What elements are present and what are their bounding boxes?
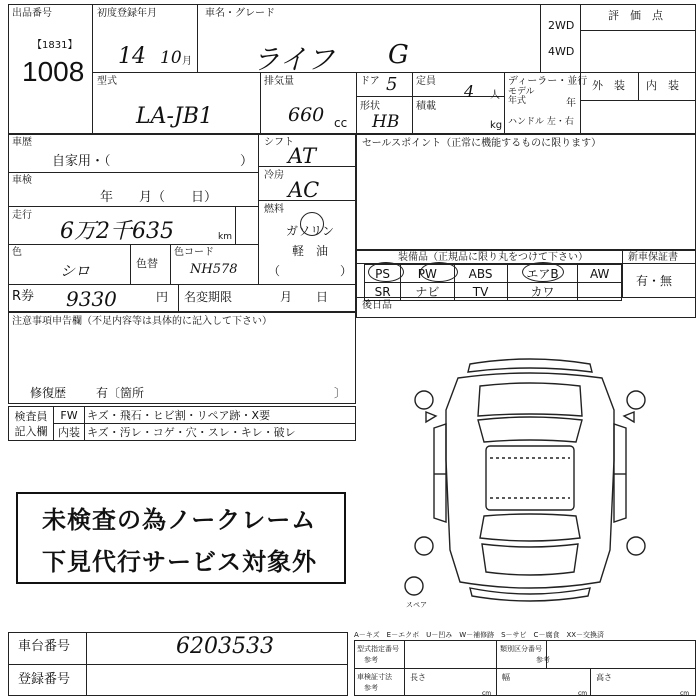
- inspector-int: 内装: [54, 424, 85, 441]
- car-name: ライフ: [252, 43, 335, 76]
- load-unit: kg: [490, 120, 503, 131]
- capacity-label: 定員: [416, 76, 436, 87]
- spare-label: スペア: [406, 601, 427, 609]
- mileage-label: 走行: [12, 210, 32, 221]
- first-reg-year: 14: [118, 44, 146, 69]
- equip-tv: TV: [454, 283, 507, 301]
- capacity-unit: 人: [490, 90, 500, 101]
- equip-aw: AW: [578, 265, 622, 283]
- model-value: LA-JB1: [136, 104, 213, 129]
- reference-label-3: 参考: [364, 684, 378, 692]
- category-label: 類別区分番号: [500, 645, 542, 653]
- after-items-block: [356, 298, 696, 318]
- equip-leather: カワ: [507, 283, 578, 301]
- inspector-label1: 検査員: [14, 409, 48, 423]
- title-change-label: 名変期限: [184, 290, 233, 304]
- length-label: 車検証寸法: [357, 673, 392, 681]
- equip-ps: PS: [365, 265, 401, 283]
- sales-point-block: [356, 134, 696, 250]
- model-designation-label: 型式指定番号: [357, 645, 399, 653]
- recycle-label: R券: [12, 289, 35, 304]
- color-change-label: 色替: [136, 257, 158, 270]
- lot-small: 【1831】: [32, 40, 78, 51]
- cm-unit-2: cm: [578, 690, 588, 697]
- ac-label: 冷房: [264, 170, 284, 181]
- equip-pw: PW: [401, 265, 454, 283]
- inspector-int-items: キズ・汚レ・コゲ・穴・スレ・キレ・破レ: [85, 424, 356, 441]
- equip-navi: ナビ: [401, 283, 454, 301]
- circle-airbag: [522, 262, 564, 282]
- fuel-gasoline-circle: [300, 212, 324, 236]
- fuel-paren: （ ）: [268, 264, 353, 278]
- month-unit: 月: [182, 56, 192, 67]
- score-label: 評 価 点: [608, 9, 663, 22]
- circle-pw: [420, 262, 458, 282]
- cm-unit-1: cm: [482, 690, 492, 697]
- recycle-value: 9330: [66, 287, 117, 311]
- car-name-label: 車名・グレード: [205, 8, 275, 19]
- grade: G: [388, 40, 409, 70]
- fuel-gasoline: ガソリン: [286, 224, 335, 238]
- height-value: 高さ: [596, 673, 612, 682]
- shift-value: AT: [288, 144, 317, 168]
- shape-value: HB: [372, 112, 400, 132]
- first-reg-label: 初度登録年月: [97, 8, 157, 19]
- warranty-value: 有・無: [636, 274, 673, 288]
- first-reg-month: 10: [160, 48, 182, 68]
- width-value: 幅: [502, 673, 510, 682]
- drive-2wd: 2WD: [548, 19, 575, 32]
- cc-unit: cc: [334, 116, 348, 130]
- notice-line1: 未検査の為ノークレーム: [42, 506, 317, 534]
- inspection-label: 車検: [12, 175, 32, 186]
- color-value: シロ: [60, 262, 91, 280]
- warranty-label: 新車保証書: [628, 252, 678, 263]
- handle-label: ハンドル 左・右: [508, 117, 574, 127]
- ac-value: AC: [288, 178, 320, 202]
- doors-label: ドア: [360, 76, 380, 87]
- color-code-value: NH578: [190, 262, 238, 277]
- header-block: [8, 4, 696, 134]
- mileage-value: 6万2千635: [60, 219, 174, 244]
- year-unit: 年: [566, 98, 576, 109]
- lot-number: 1008: [22, 56, 85, 87]
- equip-sr: SR: [365, 283, 401, 301]
- interior-label: 内 装: [646, 79, 679, 92]
- repair-close: 〕: [334, 386, 347, 400]
- inspection-value: 年 月（ 日）: [100, 190, 218, 205]
- equip-abs: ABS: [454, 265, 507, 283]
- after-label: 後日品: [362, 300, 392, 311]
- drive-4wd: 4WD: [548, 45, 575, 58]
- notice-line2: 下見代行サービス対象外: [42, 548, 317, 576]
- exterior-label: 外 装: [592, 79, 625, 92]
- sales-point-label: セールスポイント（正常に機能するものに限ります）: [362, 138, 602, 149]
- dealer-label: ディーラー・並行: [508, 76, 588, 87]
- notes-title: 注意事項申告欄（不足内容等は具体的に記入して下さい）: [12, 316, 272, 327]
- load-label: 積載: [416, 101, 436, 112]
- model-year-label: モデル 年式: [508, 87, 535, 106]
- history-value: 自家用・（: [52, 154, 111, 169]
- repair-label: 修復歴: [30, 386, 67, 400]
- fuel-label: 燃料: [264, 204, 284, 215]
- repair-value: 有〔箇所: [96, 386, 145, 400]
- inspector-fw-items: キズ・飛石・ヒビ割・リペア跡・X要: [85, 407, 356, 424]
- inspector-label2: 記入欄: [14, 424, 48, 438]
- color-label: 色: [12, 247, 22, 258]
- cm-unit-3: cm: [680, 690, 690, 697]
- displacement-label: 排気量: [264, 76, 294, 87]
- inspector-table: [8, 406, 356, 441]
- km-unit: km: [218, 232, 232, 242]
- fuel-diesel: 軽 油: [292, 244, 329, 258]
- car-diagram: [400, 350, 660, 620]
- reference-label-2: 参考: [536, 656, 550, 664]
- displacement-value: 660: [288, 104, 325, 126]
- circle-ps: [368, 262, 404, 282]
- chassis-value: 6203533: [176, 634, 274, 659]
- history-close: ）: [240, 154, 254, 169]
- shape-label: 形状: [360, 101, 380, 112]
- equip-airbag: エアB: [507, 265, 578, 283]
- shift-label: シフト: [264, 137, 294, 148]
- title-change-value: 月 日: [280, 290, 329, 304]
- length-value: 長さ: [410, 673, 426, 682]
- lot-label: 出品番号: [12, 8, 52, 19]
- chassis-label: 車台番号: [18, 639, 71, 654]
- capacity-value: 4: [464, 82, 475, 101]
- equipment-title: 装備品（正規品に限り丸をつけて下さい）: [398, 252, 588, 263]
- damage-legend: A－キズ E－エクボ U－凹み W－補修跡 S－サビ C－腐食 XX－交換済: [354, 631, 605, 639]
- model-label: 型式: [97, 76, 117, 87]
- doors-value: 5: [386, 74, 398, 95]
- color-code-label: 色コード: [174, 247, 214, 258]
- registration-label: 登録番号: [18, 672, 71, 687]
- yen-unit: 円: [156, 290, 169, 304]
- history-label: 車歴: [12, 137, 32, 148]
- reference-label-1: 参考: [364, 656, 378, 664]
- inspector-fw: FW: [54, 407, 85, 424]
